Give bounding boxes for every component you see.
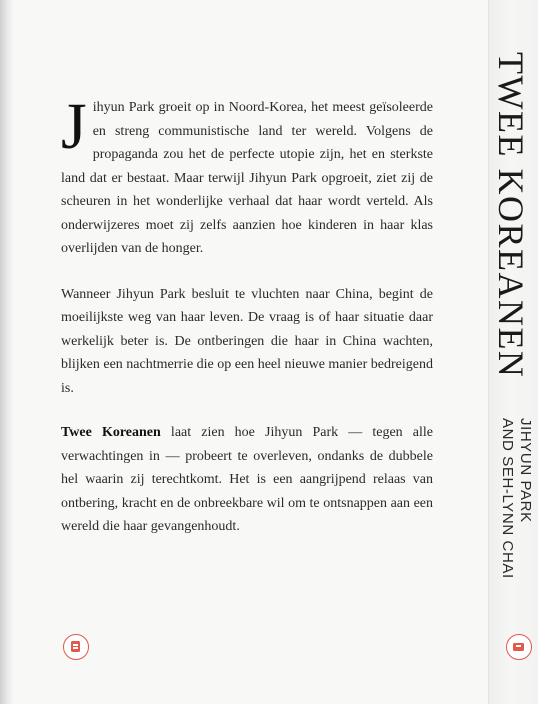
paragraph-3-text: laat zien hoe Jihyun Park — tegen alle verwachtingen in — probeert te overleven, ondanks de dubbele hel waarin zij terechtkomt. Het is een aangrijpend relaas van ontbering, kracht en de onbreekbare wil om te ontsnappen aan een wereld die haar gevangenhoudt. [61,425,434,534]
spine-author-line-1: JIHYUN PARK [517,418,534,523]
drop-cap: J [61,90,87,163]
book-badge-icon [63,634,89,660]
blurb-paragraph-1 [61,90,433,261]
spine-author-line-2: AND SEH-LYNN CHAI [499,418,516,579]
spine-authors [498,418,534,579]
paragraph-1-text: ihyun Park groeit op in Noord-Korea, het meest geïsoleerde en streng communistische land ter wereld. Volgens de propaganda zou het de perfecte utopie zijn, het en sterkste land dat er bestaat. Maar terwijl Jihyun Park opgroeit, ziet zij de scheuren in het wonderlijke verhaal dat haar wordt verteld. Als onderwijzeres moet zij zelfs aanzien hoe kinderen in haar klas overlijden van de honger. [61,100,433,256]
spine-title: TWEE KOREANEN [491,52,531,379]
blurb [61,90,434,539]
publisher-logo-icon [506,634,532,660]
book-title-inline: Twee Koreanen [61,425,161,440]
cover-left-edge [0,0,14,704]
blurb-paragraph-3 [61,421,433,539]
blurb-paragraph-2: Wanneer Jihyun Park besluit te vluchten naar China, begint de moeilijkste weg van haar leven. De vraag is of haar situatie daar werkelijk beter is. De ontberingen die haar in China wachten, blijken een nachtmerrie die op een heel nieuwe manier bedreigend is. [61,286,433,396]
